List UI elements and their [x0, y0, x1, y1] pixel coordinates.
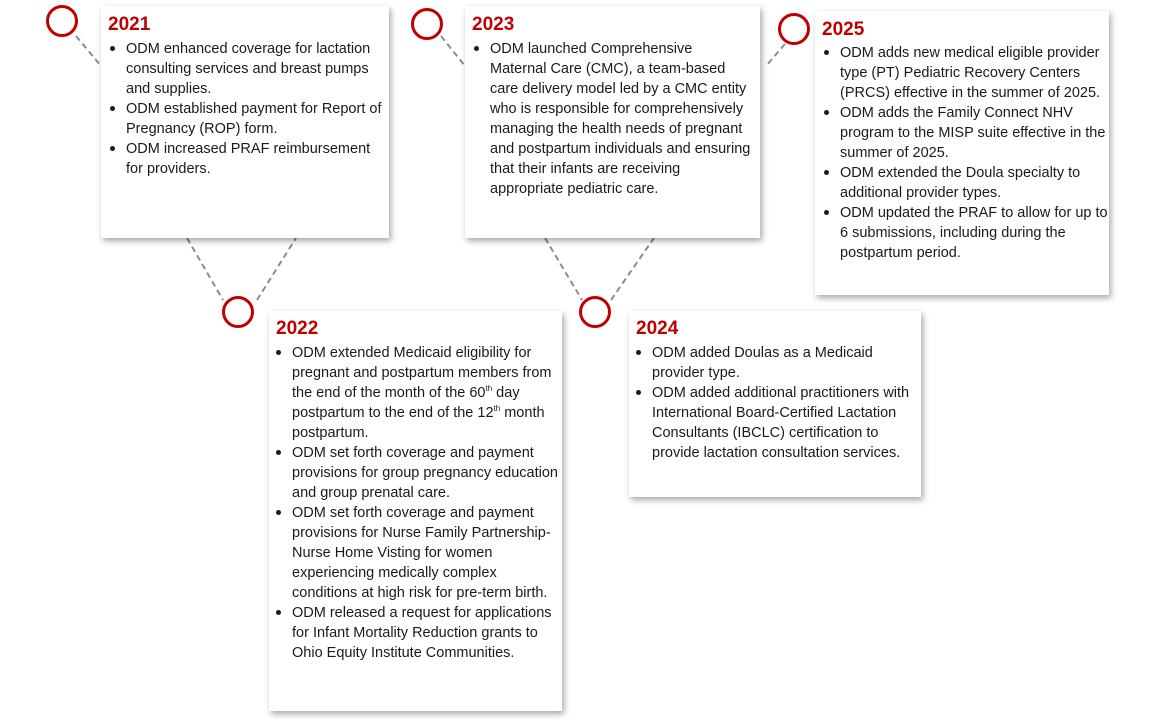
milestone-year-2023: 2023: [472, 14, 515, 35]
milestone-list-2024: [634, 343, 917, 463]
milestone-list-2025: [822, 43, 1108, 263]
list-item: ODM adds the Family Connect NHV program to the MISP suite effective in the summer of 2025.: [822, 103, 1108, 163]
list-item: ODM extended the Doula specialty to additional provider types.: [822, 163, 1108, 203]
list-item: ODM increased PRAF reimbursement for providers.: [108, 139, 383, 179]
list-item: ODM launched Comprehensive Maternal Care (CMC), a team-based care delivery model led by a CMC entity who is responsible for comprehensively managing the health needs of pregnant and postpartum individuals and ensuring that their infants are receiving appropriate pediatric care.: [472, 39, 752, 199]
connector-2024-2025: [611, 238, 654, 300]
milestone-year-2025: 2025: [822, 19, 865, 40]
milestone-year-2022: 2022: [276, 318, 319, 339]
connector-2021-dot: [76, 36, 101, 66]
milestone-year-2024: 2024: [636, 318, 679, 339]
list-item: ODM set forth coverage and payment provisions for Nurse Family Partnership-Nurse Home Visting for women experiencing medically complex conditions at high risk for pre-term birth.: [274, 503, 560, 603]
milestone-year-2021: 2021: [108, 14, 151, 35]
milestone-list-2023: [472, 39, 752, 199]
list-item: ODM enhanced coverage for lactation consulting services and breast pumps and supplies.: [108, 39, 383, 99]
timeline-dot-2021: [46, 5, 78, 37]
timeline-dot-2023: [411, 8, 443, 40]
list-item: ODM added additional practitioners with International Board-Certified Lactation Consultants (IBCLC) certification to provide lactation consultation services.: [634, 383, 917, 463]
connector-2021-2022: [187, 238, 223, 300]
connector-2022-2023: [257, 238, 296, 300]
list-item: ODM adds new medical eligible provider type (PT) Pediatric Recovery Centers (PRCS) effective in the summer of 2025.: [822, 43, 1108, 103]
timeline-dot-2025: [778, 13, 810, 45]
timeline-dot-2022: [222, 296, 254, 328]
list-item: ODM established payment for Report of Pregnancy (ROP) form.: [108, 99, 383, 139]
connector-2023-2024: [545, 238, 582, 300]
list-item: ODM added Doulas as a Medicaid provider type.: [634, 343, 917, 383]
connector-2025-dot: [766, 44, 785, 66]
milestone-list-2022: [274, 343, 560, 663]
list-item: ODM extended Medicaid eligibility for pregnant and postpartum members from the end of the month of the 60th day postpartum to the end of the 12th month postpartum.: [274, 343, 560, 443]
timeline-dot-2024: [579, 296, 611, 328]
milestone-list-2021: [108, 39, 383, 179]
connector-2023-dot: [441, 36, 465, 66]
list-item: ODM set forth coverage and payment provisions for group pregnancy education and group prenatal care.: [274, 443, 560, 503]
list-item: ODM released a request for applications for Infant Mortality Reduction grants to Ohio Equity Institute Communities.: [274, 603, 560, 663]
list-item: ODM updated the PRAF to allow for up to 6 submissions, including during the postpartum period.: [822, 203, 1108, 263]
